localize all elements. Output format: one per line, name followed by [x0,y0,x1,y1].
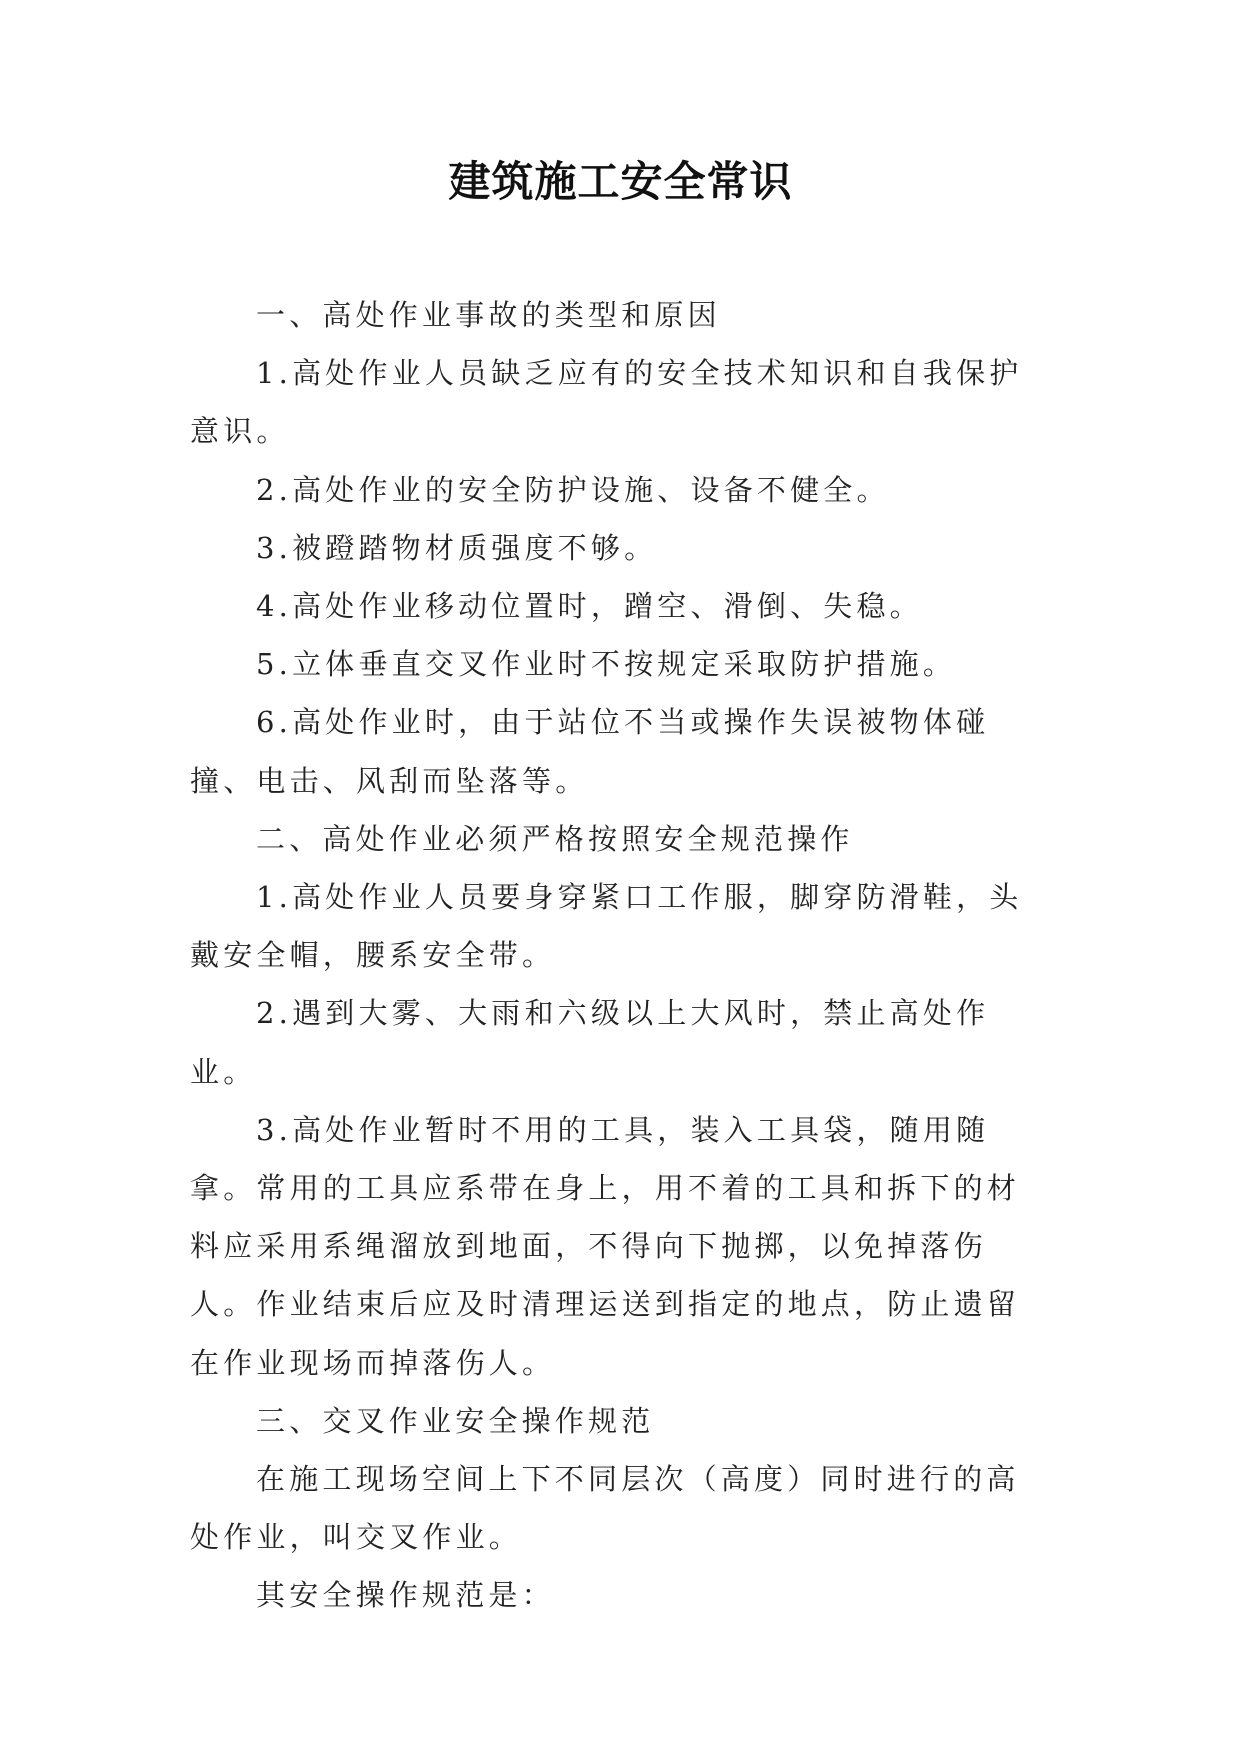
paragraph: 5.立体垂直交叉作业时不按规定采取防护措施。 [256,647,957,682]
paragraph: 2.遇到大雾、大雨和六级以上大风时，禁止高处作业。 [190,996,990,1089]
paragraph: 2.高处作业的安全防护设施、设备不健全。 [256,472,890,507]
document-title: 建筑施工安全常识 [448,157,793,206]
paragraph: 1.高处作业人员要身穿紧口工作服，脚穿防滑鞋，头戴安全帽，腰系安全带。 [190,880,1023,973]
section-heading-2: 二、高处作业必须严格按照安全规范操作 [256,821,854,856]
section-heading-1: 一、高处作业事故的类型和原因 [256,298,721,332]
paragraph: 3.高处作业暂时不用的工具，装入工具袋，随用随拿。常用的工具应系带在身上，用不着的工具和拆下的材料应采用系绳溜放到地面，不得向下抛掷，以免掉落伤人。作业结束后应及时清理运送到指定的地点，防止遗留在作业现场而掉落伤人。 [190,1112,1021,1380]
paragraph: 1.高处作业人员缺乏应有的安全技术知识和自我保护意识。 [190,356,1023,449]
paragraph: 6.高处作业时，由于站位不当或操作失误被物体碰撞、电击、风刮而坠落等。 [190,705,990,798]
document-body [190,286,1052,1625]
section-heading-3: 三、交叉作业安全操作规范 [256,1403,655,1438]
paragraph: 4.高处作业移动位置时，蹭空、滑倒、失稳。 [256,589,923,624]
paragraph: 3.被蹬踏物材质强度不够。 [256,530,658,565]
paragraph: 其安全操作规范是： [256,1578,555,1613]
paragraph: 在施工现场空间上下不同层次（高度）同时进行的高处作业，叫交叉作业。 [190,1462,1020,1555]
